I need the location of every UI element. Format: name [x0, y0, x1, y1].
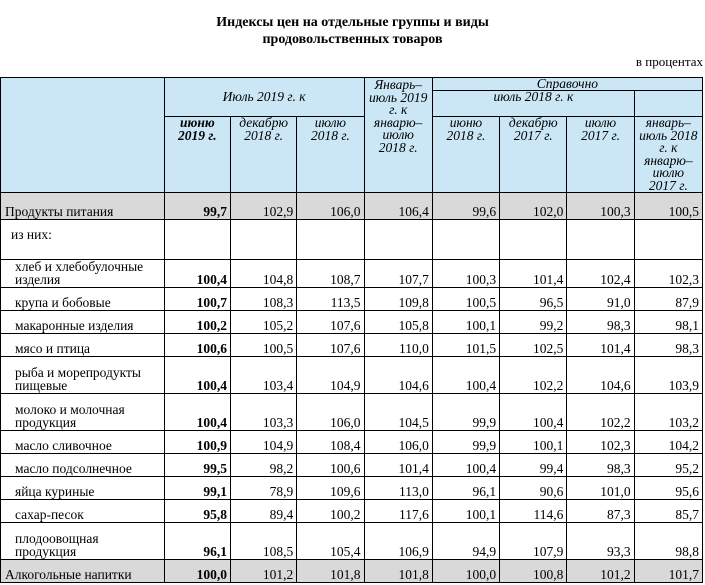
value-cell: 100,2	[164, 311, 230, 334]
row-label: рыба и морепродукты пищевые	[1, 357, 165, 394]
row-label: яйца куриные	[1, 477, 165, 500]
value-cell: 98,2	[230, 454, 296, 477]
value-cell: 109,8	[364, 288, 432, 311]
value-cell: 107,9	[500, 523, 567, 560]
row-label: Алкогольные напитки	[1, 560, 165, 583]
row-label: масло подсолнечное	[1, 454, 165, 477]
value-cell: 101,7	[634, 560, 702, 583]
value-cell: 95,8	[164, 500, 230, 523]
row-label: из них:	[1, 220, 165, 260]
value-cell: 101,2	[567, 560, 634, 583]
value-cell: 94,9	[432, 523, 499, 560]
value-cell: 104,8	[230, 260, 296, 288]
value-cell: 87,3	[567, 500, 634, 523]
value-cell: 98,3	[567, 454, 634, 477]
value-cell: 104,5	[364, 394, 432, 431]
value-cell: 102,3	[634, 260, 702, 288]
value-cell: 102,4	[567, 260, 634, 288]
value-cell: 103,4	[230, 357, 296, 394]
header-reference-title: Справочно	[536, 77, 599, 91]
value-cell: 85,7	[634, 500, 702, 523]
value-cell: 100,7	[164, 288, 230, 311]
value-cell: 101,5	[432, 334, 499, 357]
value-cell: 108,4	[297, 431, 364, 454]
title-line-2: продовольственных товаров	[262, 32, 443, 47]
header-to-july-2018: июлю 2018 г.	[297, 117, 364, 193]
value-cell: 100,4	[164, 394, 230, 431]
value-cell: 102,2	[567, 394, 634, 431]
value-cell: 100,3	[567, 193, 634, 220]
value-cell: 107,6	[297, 334, 364, 357]
value-cell: 105,8	[364, 311, 432, 334]
value-cell: 110,0	[364, 334, 432, 357]
value-cell	[297, 220, 364, 260]
row-label: макаронные изделия	[1, 311, 165, 334]
value-cell: 99,5	[164, 454, 230, 477]
value-cell: 102,9	[230, 193, 296, 220]
table-row	[1, 193, 703, 220]
table-row	[1, 477, 703, 500]
value-cell: 78,9	[230, 477, 296, 500]
header-to-dec-2017: декабрю 2017 г.	[500, 117, 567, 193]
value-cell: 89,4	[230, 500, 296, 523]
value-cell: 100,5	[634, 193, 702, 220]
header-july-2018-to: июль 2018 г. к	[433, 91, 635, 116]
value-cell: 98,1	[634, 311, 702, 334]
value-cell	[634, 220, 702, 260]
value-cell: 95,6	[634, 477, 702, 500]
table-row	[1, 357, 703, 394]
header-jan-jul-2018-top	[635, 91, 702, 116]
value-cell: 100,1	[432, 500, 499, 523]
value-cell: 100,1	[432, 311, 499, 334]
value-cell	[364, 220, 432, 260]
table-title	[0, 14, 705, 48]
header-group-reference	[432, 78, 702, 117]
header-to-dec-2018: декабрю 2018 г.	[230, 117, 296, 193]
row-label: хлеб и хлебобулочные изделия	[1, 260, 165, 288]
unit-label: в процентах	[635, 54, 703, 69]
price-index-table	[0, 77, 703, 583]
row-label: сахар-песок	[1, 500, 165, 523]
value-cell: 91,0	[567, 288, 634, 311]
value-cell: 99,9	[432, 431, 499, 454]
value-cell: 107,6	[297, 311, 364, 334]
value-cell: 103,2	[634, 394, 702, 431]
row-label: масло сливочное	[1, 431, 165, 454]
header-group-july-2019: Июль 2019 г. к	[164, 78, 364, 117]
value-cell: 100,0	[164, 560, 230, 583]
value-cell: 100,9	[164, 431, 230, 454]
value-cell: 117,6	[364, 500, 432, 523]
value-cell: 106,4	[364, 193, 432, 220]
value-cell: 99,4	[500, 454, 567, 477]
value-cell: 99,9	[432, 394, 499, 431]
row-label: Продукты питания	[1, 193, 165, 220]
value-cell: 102,0	[500, 193, 567, 220]
value-cell: 101,4	[364, 454, 432, 477]
value-cell: 104,2	[634, 431, 702, 454]
header-reference-sub	[433, 90, 702, 116]
value-cell: 106,0	[364, 431, 432, 454]
value-cell: 104,6	[364, 357, 432, 394]
value-cell: 108,3	[230, 288, 296, 311]
header-to-july-2017: июлю 2017 г.	[567, 117, 634, 193]
value-cell: 102,5	[500, 334, 567, 357]
value-cell: 99,1	[164, 477, 230, 500]
value-cell: 98,8	[634, 523, 702, 560]
value-cell: 100,5	[432, 288, 499, 311]
value-cell: 100,4	[164, 357, 230, 394]
value-cell: 95,2	[634, 454, 702, 477]
title-line-1: Индексы цен на отдельные группы и виды	[216, 15, 489, 30]
value-cell: 96,1	[432, 477, 499, 500]
value-cell: 87,9	[634, 288, 702, 311]
value-cell: 114,6	[500, 500, 567, 523]
table-row	[1, 394, 703, 431]
header-empty-cell	[1, 78, 165, 193]
value-cell: 96,1	[164, 523, 230, 560]
value-cell: 98,3	[634, 334, 702, 357]
value-cell: 100,1	[500, 431, 567, 454]
value-cell	[432, 220, 499, 260]
value-cell: 99,7	[164, 193, 230, 220]
value-cell: 101,0	[567, 477, 634, 500]
value-cell: 100,4	[432, 357, 499, 394]
table-row	[1, 431, 703, 454]
value-cell: 100,5	[230, 334, 296, 357]
header-jan-jul-2018: январь–июль 2018 г. к январю–июлю 2017 г.	[634, 117, 702, 193]
value-cell: 108,5	[230, 523, 296, 560]
value-cell: 90,6	[500, 477, 567, 500]
table-row	[1, 260, 703, 288]
header-to-june-2018: июню 2018 г.	[432, 117, 499, 193]
value-cell: 104,6	[567, 357, 634, 394]
value-cell: 101,8	[364, 560, 432, 583]
value-cell: 100,3	[432, 260, 499, 288]
value-cell: 103,3	[230, 394, 296, 431]
table-row	[1, 560, 703, 583]
value-cell: 102,2	[500, 357, 567, 394]
value-cell: 113,0	[364, 477, 432, 500]
table-row	[1, 311, 703, 334]
table-row	[1, 288, 703, 311]
table-row	[1, 454, 703, 477]
header-to-june-2019: июню 2019 г.	[164, 117, 230, 193]
value-cell: 105,2	[230, 311, 296, 334]
value-cell: 100,2	[297, 500, 364, 523]
value-cell: 109,6	[297, 477, 364, 500]
table-row	[1, 220, 703, 260]
value-cell: 113,5	[297, 288, 364, 311]
value-cell: 99,2	[500, 311, 567, 334]
value-cell: 106,9	[364, 523, 432, 560]
row-label: крупа и бобовые	[1, 288, 165, 311]
value-cell: 108,7	[297, 260, 364, 288]
table-row	[1, 334, 703, 357]
value-cell: 101,8	[297, 560, 364, 583]
value-cell: 96,5	[500, 288, 567, 311]
table-row	[1, 500, 703, 523]
value-cell	[164, 220, 230, 260]
value-cell: 101,4	[500, 260, 567, 288]
value-cell: 107,7	[364, 260, 432, 288]
value-cell: 100,4	[164, 260, 230, 288]
value-cell: 93,3	[567, 523, 634, 560]
value-cell: 104,9	[230, 431, 296, 454]
row-label: плодоовощная продукция	[1, 523, 165, 560]
value-cell: 100,4	[432, 454, 499, 477]
row-label: молоко и молочная продукция	[1, 394, 165, 431]
table-row	[1, 523, 703, 560]
value-cell: 105,4	[297, 523, 364, 560]
value-cell: 106,0	[297, 193, 364, 220]
value-cell: 101,2	[230, 560, 296, 583]
value-cell: 104,9	[297, 357, 364, 394]
value-cell: 100,6	[297, 454, 364, 477]
value-cell: 103,9	[634, 357, 702, 394]
value-cell: 100,8	[500, 560, 567, 583]
value-cell	[230, 220, 296, 260]
row-label: мясо и птица	[1, 334, 165, 357]
value-cell: 100,6	[164, 334, 230, 357]
value-cell: 106,0	[297, 394, 364, 431]
value-cell: 98,3	[567, 311, 634, 334]
value-cell	[567, 220, 634, 260]
value-cell: 99,6	[432, 193, 499, 220]
value-cell: 100,4	[500, 394, 567, 431]
value-cell: 101,4	[567, 334, 634, 357]
header-jan-jul-2019: Январь–июль 2019 г. к январю–июлю 2018 г.	[364, 78, 432, 193]
value-cell: 102,3	[567, 431, 634, 454]
value-cell	[500, 220, 567, 260]
value-cell: 100,0	[432, 560, 499, 583]
